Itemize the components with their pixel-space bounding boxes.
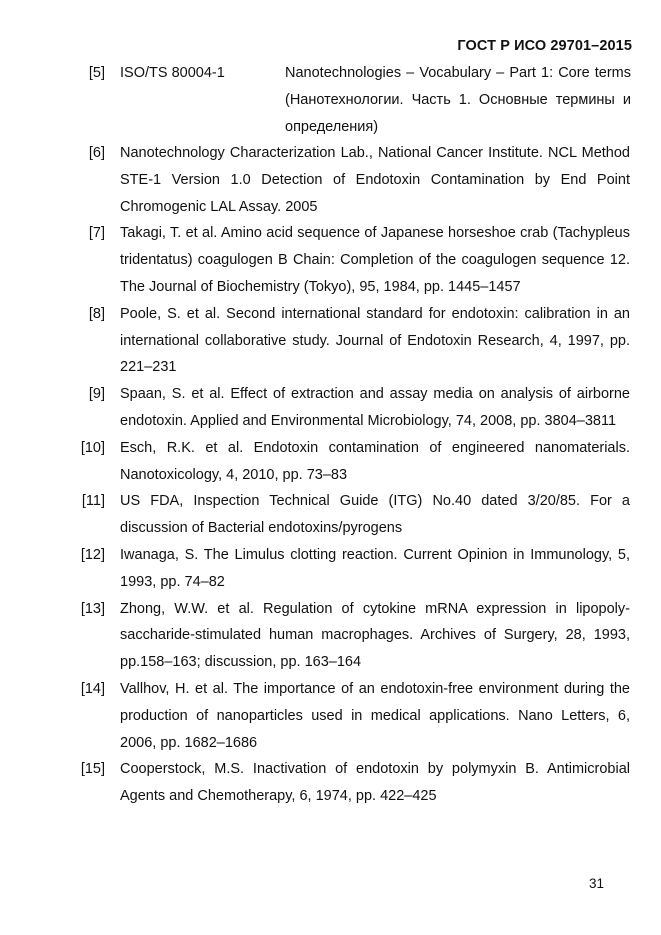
bibliography-entry: [0, 60, 661, 140]
entry-text: Spaan, S. et al. Effect of extraction and assay media on analysis of airborne endotoxin. Applied and Environmental Microbiology, 74, 2008, pp. 3804–3811: [120, 386, 630, 429]
entry-number: [13]: [80, 600, 105, 617]
bibliography-entry: [0, 488, 661, 542]
standard-code: ISO/TS 80004-1: [120, 65, 225, 81]
bibliography-entry: [0, 381, 661, 435]
entry-number: [10]: [80, 439, 105, 456]
entry-number: [14]: [80, 680, 105, 697]
entry-number: [5]: [88, 65, 105, 81]
bibliography-list: [0, 60, 661, 810]
entry-text: Cooperstock, M.S. Inactivation of endotoxin by polymyxin B. Antimicrobial Agents and Chemotherapy, 6, 1974, pp. 422–425: [120, 761, 630, 805]
entry-number: [6]: [88, 145, 105, 161]
entry-text: Vallhov, H. et al. The importance of an endotoxin-free environment during the production of nanoparticles used in medical applications. Nano Letters, 6, 2006, pp. 1682–1686: [120, 680, 630, 751]
bibliography-entry: [0, 676, 661, 756]
bibliography-entry: [0, 301, 661, 381]
entry-number: [8]: [88, 305, 105, 322]
entry-number: [15]: [80, 761, 105, 778]
entry-number: [12]: [80, 546, 105, 563]
entry-text: US FDA, Inspection Technical Guide (ITG) No.40 dated 3/20/85. For a discussion of Bacterial endotoxins/pyrogens: [120, 493, 630, 537]
entry-number: [11]: [81, 493, 105, 510]
page-number: 31: [589, 876, 605, 891]
document-header-title: ГОСТ Р ИСО 29701–2015: [457, 38, 632, 54]
entry-text: Esch, R.K. et al. Endotoxin contamination of engineered nanomaterials. Nanotoxicology, 4, 2010, pp. 73–83: [120, 439, 630, 483]
entry-text: Zhong, W.W. et al. Regulation of cytokine mRNA expression in lipopolysaccharide-stimulated human macrophages. Archives of Surgery, 28, 1993, pp.158–163; discussion, pp. 163–164: [120, 600, 630, 671]
bibliography-entry: [0, 220, 661, 300]
entry-text: Takagi, T. et al. Amino acid sequence of Japanese horseshoe crab (Tachypleus tridentatus) coagulogen B Chain: Completion of the coagulogen sequence 12. The Journal of Biochemistry (Tokyo), 95, 1984, pp. 1445–1457: [120, 225, 630, 295]
entry-text: Poole, S. et al. Second international standard for endotoxin: calibration in an international collaborative study. Journal of Endotoxin Research, 4, 1997, pp. 221–231: [120, 305, 630, 376]
entry-number: [7]: [88, 225, 105, 242]
entry-text: Nanotechnology Characterization Lab., National Cancer Institute. NCL Method STE-1 Version 1.0 Detection of Endotoxin Contamination by End Point Chromogenic LAL Assay. 2005: [120, 145, 630, 215]
entry-number: [9]: [88, 386, 105, 403]
bibliography-entry: [0, 435, 661, 489]
entry-text: Iwanaga, S. The Limulus clotting reaction. Current Opinion in Immunology, 5, 1993, pp. 74–82: [120, 546, 630, 590]
standard-title: Nanotechnologies – Vocabulary – Part 1: Core terms (Нанотехнологии. Часть 1. Основные термины и определения): [285, 65, 631, 135]
bibliography-entry: [0, 596, 661, 676]
bibliography-entry: [0, 542, 661, 596]
bibliography-entry: [0, 756, 661, 810]
bibliography-entry: [0, 140, 661, 220]
